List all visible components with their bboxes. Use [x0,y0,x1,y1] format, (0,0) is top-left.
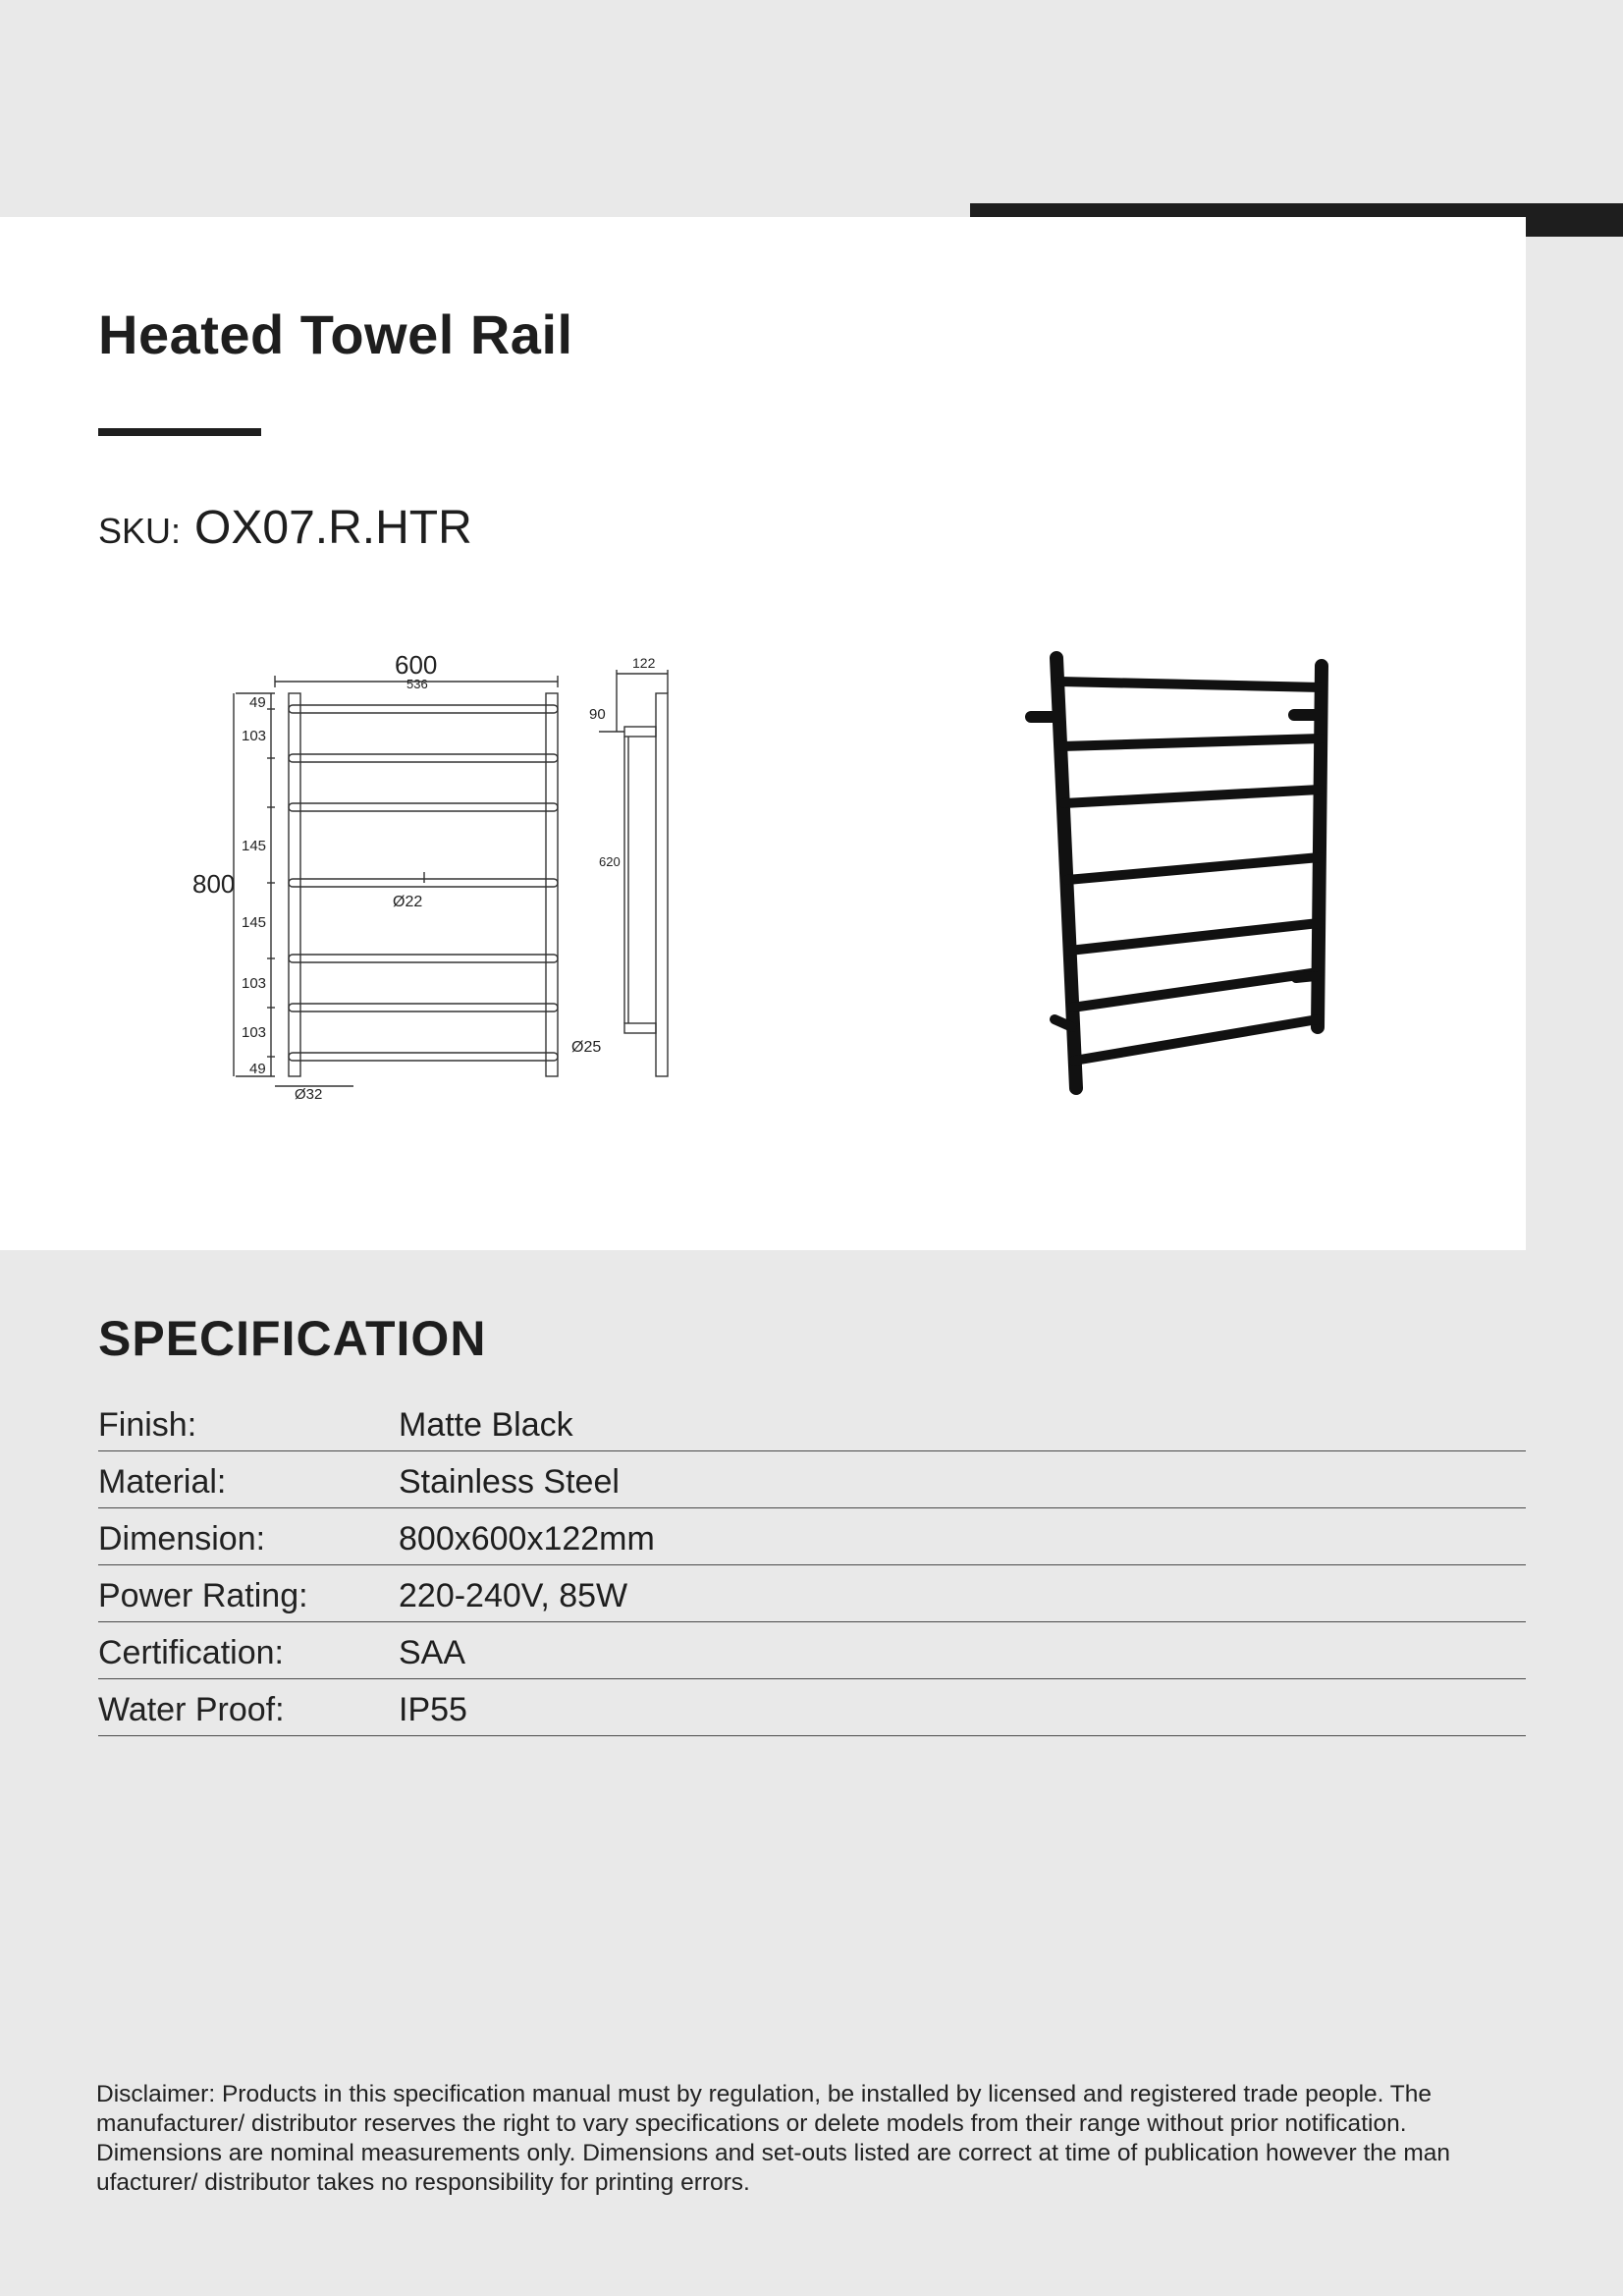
spec-label: Water Proof: [98,1691,285,1728]
specification-table [98,1394,1526,1736]
spec-label: Finish: [98,1406,197,1444]
spec-label: Material: [98,1463,227,1501]
sku-label: SKU: [98,511,182,551]
spec-row-finish [98,1394,1526,1451]
spacing-label: 145 [242,914,267,931]
rail-diameter-label: Ø22 [393,894,423,910]
spacing-label: 49 [249,694,266,711]
title-underline [98,428,261,436]
dimension-drawing [177,638,707,1110]
inner-width-label: 536 [406,677,428,691]
spec-row-material [98,1451,1526,1508]
disclaimer-text: Disclaimer: Products in this specification manual must by regulation, be installed by licensed and registered trade people. The manufacturer/ distributor reserves the right to vary specifications or delete models from their range without prior notification. Dimensions are nominal measurements only. Dimensions and set-outs listed are correct at time of publication however the man ufacturer/ distributor takes no responsibility for printing errors. [96,2081,1450,2196]
bracket-diameter-label: Ø25 [571,1039,602,1056]
spec-value: SAA [399,1634,466,1671]
spec-row-dimension [98,1508,1526,1565]
sku-line [98,501,472,555]
bracket-offset-label: 90 [589,706,606,723]
spec-label: Certification: [98,1634,284,1671]
spec-value: Stainless Steel [399,1463,620,1501]
sku-value: OX07.R.HTR [194,502,472,554]
spacing-label: 103 [242,1024,267,1041]
specification-heading: SPECIFICATION [98,1311,487,1366]
top-band [0,0,1623,217]
spec-value: IP55 [399,1691,467,1728]
product-image [1021,648,1335,1110]
spec-value: 220-240V, 85W [399,1577,628,1614]
spec-row-power-rating [98,1565,1526,1622]
spec-row-water-proof [98,1679,1526,1736]
depth-label: 122 [632,655,656,671]
spec-value: Matte Black [399,1406,573,1444]
spec-value: 800x600x122mm [399,1520,655,1558]
height-label: 800 [192,869,236,899]
spacing-label: 103 [242,728,267,744]
bracket-span-label: 620 [599,854,621,869]
width-label: 600 [395,650,438,680]
spacing-label: 145 [242,838,267,854]
page-title: Heated Towel Rail [98,303,573,365]
spec-label: Dimension: [98,1520,266,1558]
post-diameter-label: Ø32 [295,1086,323,1103]
spacing-label: 103 [242,975,267,992]
spec-label: Power Rating: [98,1577,308,1614]
spacing-label: 49 [249,1061,266,1077]
spec-row-certification [98,1622,1526,1679]
right-gutter [1526,237,1623,1250]
